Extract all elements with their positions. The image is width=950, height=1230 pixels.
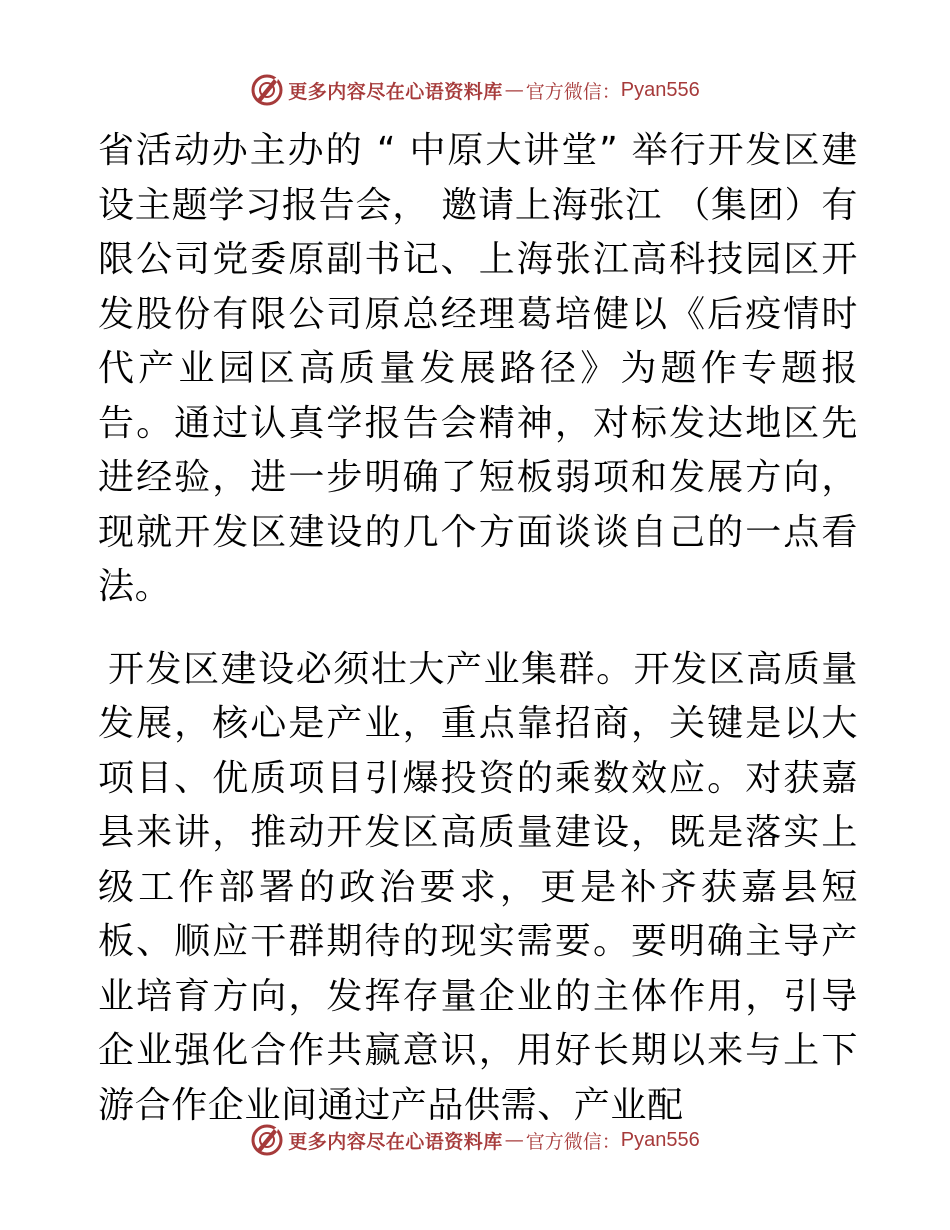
- header-wechat-id: Pyan556: [620, 78, 700, 101]
- header-dash: —: [504, 79, 524, 101]
- brand-logo-icon: [250, 1123, 284, 1157]
- footer-dash: —: [504, 1129, 524, 1151]
- footer-wechat-id: Pyan556: [620, 1128, 700, 1151]
- paragraph-2: 开发区建设必须壮大产业集群。开发区高质量发展，核心是产业，重点靠招商，关键是以大项目、优质项目引爆投资的乘数效应。对获嘉县来讲，推动开发区高质量建设，既是落实上级工作部署的政治要求，更是补齐获嘉县短板、顺应干群期待的现实需要。要明确主导产业培育方向，发挥存量企业的主体作用，引导企业强化合作共赢意识，用好长期以来与上下游合作企业间通过产品供需、产业配: [98, 648, 858, 1126]
- header-banner: [0, 70, 950, 110]
- brand-logo-icon: [250, 73, 284, 107]
- document-body: [98, 124, 858, 1133]
- header-brand-text: 更多内容尽在心语资料库: [288, 80, 503, 103]
- footer-banner: [0, 1120, 950, 1160]
- footer-brand-text: 更多内容尽在心语资料库: [288, 1130, 503, 1153]
- paragraph-1: 省活动办主办的 “ 中原大讲堂” 举行开发区建设主题学习报告会， 邀请上海张江 （集团）有限公司党委原副书记、上海张江高科技园区开发股份有限公司原总经理葛培健以《后疫情时代产业园区高质量发展路径》为题作专题报告。通过认真学报告会精神，对标发达地区先进经验，进一步明确了短板弱项和发展方向，现就开发区建设的几个方面谈谈自己的一点看法。: [98, 130, 858, 607]
- footer-wechat-label: 官方微信：: [525, 1130, 621, 1153]
- header-wechat-label: 官方微信：: [525, 80, 621, 103]
